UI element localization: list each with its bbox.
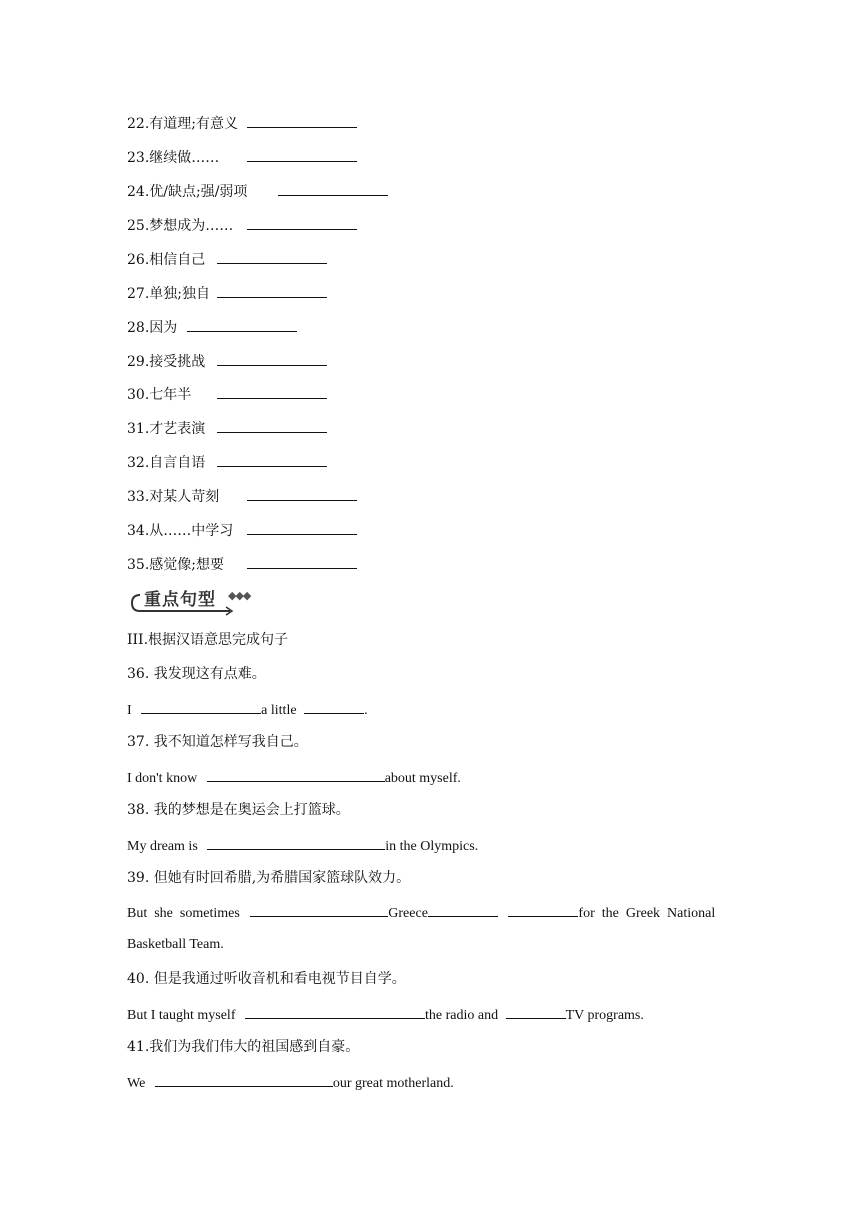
vocab-label: 24.优/缺点;强/弱项 [127, 184, 248, 200]
vocab-item-26 [127, 249, 327, 269]
answer-blank[interactable] [217, 249, 327, 264]
vocab-item-23 [127, 147, 357, 167]
question-text: 40. 但是我通过听收音机和看电视节目自学。 [127, 971, 406, 987]
question-text: 38. 我的梦想是在奥运会上打篮球。 [127, 802, 350, 818]
sentence-text: TV programs. [565, 1008, 644, 1023]
question-38-chinese [127, 801, 350, 819]
vocab-label: 23.继续做…… [127, 150, 220, 166]
vocab-item-35 [127, 554, 357, 574]
question-36-chinese [127, 665, 266, 683]
sentence-text: a little [261, 703, 297, 718]
answer-blank[interactable] [247, 113, 357, 128]
question-text: 41.我们为我们伟大的祖国感到自豪。 [127, 1039, 360, 1055]
question-41-chinese [127, 1038, 359, 1056]
answer-blank[interactable] [217, 452, 327, 467]
answer-blank[interactable] [247, 147, 357, 162]
vocab-label: 32.自言自语 [127, 455, 206, 471]
question-37-english [127, 767, 461, 788]
sentence-text: I [127, 703, 132, 718]
answer-blank[interactable] [428, 902, 498, 917]
sentence-text: But I taught myself [127, 1008, 236, 1023]
sentence-text: I don't know [127, 771, 198, 786]
answer-blank[interactable] [304, 699, 364, 714]
answer-blank[interactable] [141, 699, 261, 714]
vocab-label: 34.从……中学习 [127, 523, 234, 539]
answer-blank[interactable] [217, 283, 327, 298]
question-36-english [127, 699, 368, 720]
vocab-label: 30.七年半 [127, 387, 192, 403]
question-38-english [127, 835, 478, 856]
vocab-item-34 [127, 520, 357, 540]
answer-blank[interactable] [217, 351, 327, 366]
sentence-text: about myself. [384, 771, 461, 786]
question-39-chinese [127, 869, 410, 887]
vocab-item-28 [127, 317, 297, 337]
sentence-text: My dream is [127, 839, 198, 854]
sentence-text: . [364, 703, 368, 718]
diamond-decoration-icon: ◆◆◆ [228, 589, 251, 602]
question-text: 36. 我发现这有点难。 [127, 666, 266, 682]
question-41-english [127, 1072, 454, 1093]
answer-blank[interactable] [278, 181, 388, 196]
vocab-item-25 [127, 215, 357, 235]
vocab-item-24 [127, 181, 388, 201]
sentence-text: the radio and [425, 1008, 499, 1023]
vocab-label: 35.感觉像;想要 [127, 557, 224, 573]
answer-blank[interactable] [207, 767, 385, 782]
vocab-item-33 [127, 486, 357, 506]
vocab-label: 22.有道理;有意义 [127, 116, 238, 132]
banner-title: 重点句型 [144, 590, 216, 610]
sentence-text: in the Olympics. [385, 839, 479, 854]
question-39-english [127, 902, 715, 923]
question-40-english [127, 1004, 644, 1025]
vocab-label: 33.对某人苛刻 [127, 489, 220, 505]
question-text: 39. 但她有时回希腊,为希腊国家篮球队效力。 [127, 870, 411, 886]
answer-blank[interactable] [247, 554, 357, 569]
section-title-text: III.根据汉语意思完成句子 [127, 632, 289, 648]
sentence-text: Basketball Team. [127, 937, 224, 952]
answer-blank[interactable] [247, 215, 357, 230]
vocab-item-31 [127, 418, 327, 438]
question-39-english-cont [127, 936, 224, 954]
vocab-label: 28.因为 [127, 320, 178, 336]
answer-blank[interactable] [247, 486, 357, 501]
vocab-item-30 [127, 384, 327, 404]
answer-blank[interactable] [247, 520, 357, 535]
answer-blank[interactable] [187, 317, 297, 332]
section-banner [130, 583, 280, 615]
vocab-label: 26.相信自己 [127, 252, 206, 268]
question-40-chinese [127, 970, 406, 988]
vocab-label: 29.接受挑战 [127, 354, 206, 370]
sentence-text: for the Greek National [578, 906, 716, 921]
sentence-text: Greece [388, 906, 428, 921]
answer-blank[interactable] [506, 1004, 566, 1019]
vocab-item-22 [127, 113, 357, 133]
vocab-item-29 [127, 351, 327, 371]
answer-blank[interactable] [245, 1004, 425, 1019]
answer-blank[interactable] [207, 835, 385, 850]
section-title [127, 631, 288, 649]
question-37-chinese [127, 733, 308, 751]
answer-blank[interactable] [217, 418, 327, 433]
answer-blank[interactable] [155, 1072, 333, 1087]
vocab-item-32 [127, 452, 327, 472]
answer-blank[interactable] [508, 902, 578, 917]
answer-blank[interactable] [217, 384, 327, 399]
vocab-label: 31.才艺表演 [127, 421, 206, 437]
answer-blank[interactable] [250, 902, 388, 917]
sentence-text: But she sometimes [127, 906, 240, 921]
vocab-label: 25.梦想成为…… [127, 218, 234, 234]
sentence-text: We [127, 1076, 146, 1091]
vocab-item-27 [127, 283, 327, 303]
sentence-text: our great motherland. [332, 1076, 454, 1091]
vocab-label: 27.单独;独自 [127, 286, 210, 302]
question-text: 37. 我不知道怎样写我自己。 [127, 734, 308, 750]
